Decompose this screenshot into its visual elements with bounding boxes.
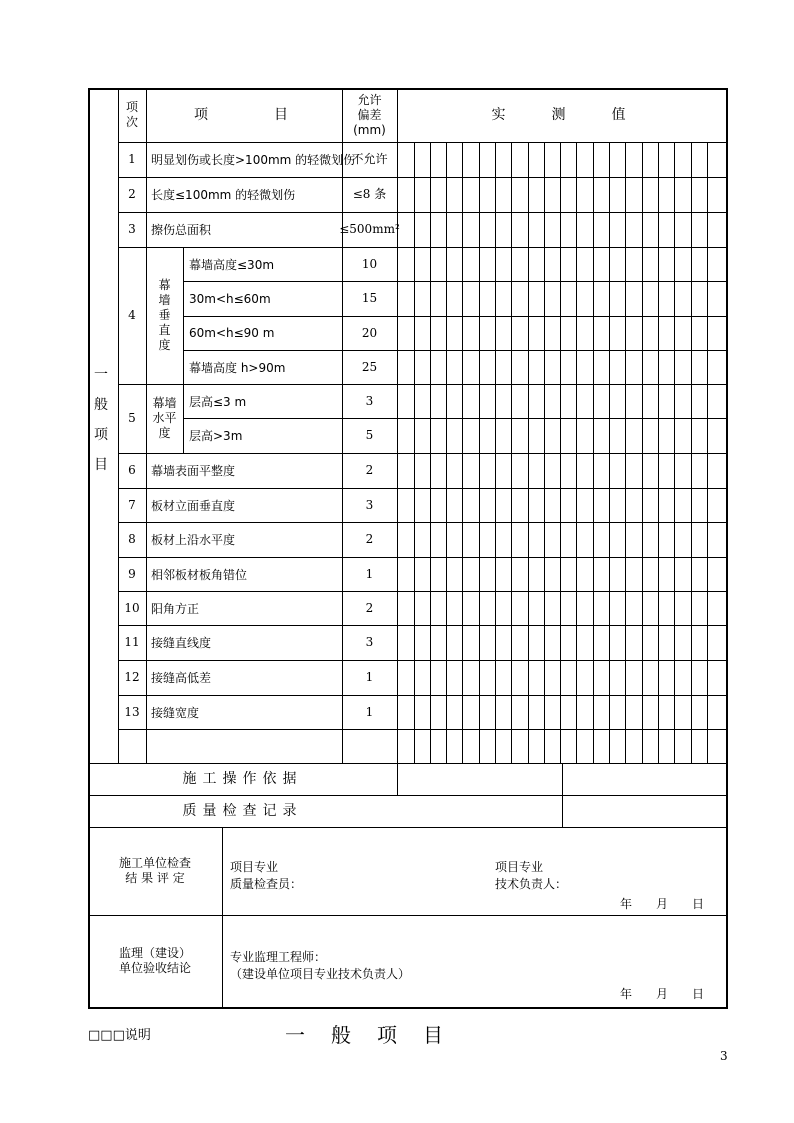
row-no-8: 8	[128, 532, 136, 546]
tolerance-11: 3	[365, 635, 374, 649]
row-item-10: 阳角方正	[151, 601, 200, 616]
row-item-8: 板材上沿水平度	[151, 533, 236, 547]
row-item-2: 长度≤100mm 的轻微划伤	[151, 188, 296, 202]
tolerance-4-3: 20	[361, 325, 378, 340]
sub-item-4-1: 幕墙高度≤30m	[189, 257, 275, 272]
row-item-9: 相邻板材板角错位	[151, 567, 248, 582]
sub-item-4-2: 30m<h≤60m	[189, 291, 271, 306]
row-no-12: 12	[124, 670, 140, 684]
row-group-5: 幕墙 水平 度	[152, 396, 177, 440]
tolerance-8: 2	[365, 532, 374, 546]
tolerance-5-2: 5	[365, 428, 374, 442]
side-label-general-items: 一 般 项 目	[94, 366, 114, 473]
tolerance-3: ≤500mm²	[339, 222, 400, 236]
header-measured: 实 测 值	[491, 106, 632, 123]
construction-eval-label: 施工单位检查 结 果 评 定	[118, 856, 191, 885]
tolerance-5-1: 3	[365, 393, 374, 408]
row-no-2: 2	[128, 187, 136, 201]
row-group-4: 幕 墙 垂 直 度	[158, 278, 171, 352]
row-no-5: 5	[128, 411, 136, 425]
sub-item-4-3: 60m<h≤90 m	[189, 326, 275, 340]
supervision-date: 年 月 日	[620, 986, 705, 1001]
tolerance-4-1: 10	[361, 256, 378, 271]
tolerance-6: 2	[365, 463, 374, 477]
tolerance-9: 1	[365, 566, 374, 581]
row-item-3: 擦伤总面积	[151, 223, 212, 237]
row-item-6: 幕墙表面平整度	[151, 464, 236, 478]
row-item-12: 接缝高低差	[151, 671, 212, 685]
tolerance-4-2: 15	[361, 291, 378, 305]
record-label: 质量检查记录	[182, 802, 303, 819]
header-item-no: 项 次	[125, 100, 138, 129]
tech-lead-label: 项目专业 技术负责人：	[495, 860, 568, 891]
row-rule	[118, 729, 726, 730]
row-no-4: 4	[128, 308, 136, 322]
footer-title: 一般项目	[285, 1023, 469, 1047]
tolerance-12: 1	[365, 670, 374, 684]
tolerance-7: 3	[365, 497, 374, 512]
sub-item-5-1: 层高≤3 m	[189, 394, 247, 409]
row-no-13: 13	[124, 704, 140, 719]
row-no-9: 9	[128, 566, 136, 581]
column-rule	[397, 88, 398, 795]
construction-eval-date: 年 月 日	[620, 896, 705, 911]
column-rule	[222, 827, 223, 1007]
tolerance-1: 不允许	[351, 152, 388, 166]
row-no-7: 7	[128, 497, 136, 512]
tolerance-2: ≤8 条	[352, 187, 387, 201]
sub-item-5-2: 层高>3m	[189, 429, 243, 443]
row-no-1: 1	[128, 152, 136, 166]
row-rule	[88, 1007, 728, 1009]
sub-item-4-4: 幕墙高度 h>90m	[189, 360, 286, 375]
row-no-3: 3	[128, 222, 136, 236]
row-item-7: 板材立面垂直度	[151, 498, 236, 513]
header-item: 项 目	[194, 106, 294, 123]
column-rule	[726, 88, 728, 1009]
tolerance-13: 1	[365, 704, 374, 719]
header-tolerance: 允许 偏差 (mm)	[353, 92, 386, 137]
footer-note: □□□说明	[88, 1028, 151, 1043]
basis-label: 施工操作依据	[182, 770, 303, 787]
row-no-6: 6	[128, 463, 136, 477]
supervision-label: 监理（建设） 单位验收结论	[118, 946, 191, 975]
row-no-11: 11	[124, 635, 140, 649]
row-item-1: 明显划伤或长度>100mm 的轻微划伤	[151, 153, 356, 167]
page-number: 3	[720, 1049, 728, 1063]
row-no-10: 10	[124, 600, 140, 615]
supervision-engineer-label: 专业监理工程师： （建设单位项目专业技术负责人）	[230, 950, 411, 981]
quality-inspector-label: 项目专业 质量检查员：	[230, 860, 303, 891]
tolerance-10: 2	[365, 600, 374, 615]
tolerance-4-4: 25	[361, 359, 378, 374]
row-item-13: 接缝宽度	[151, 705, 200, 720]
row-item-11: 接缝直线度	[151, 636, 212, 650]
